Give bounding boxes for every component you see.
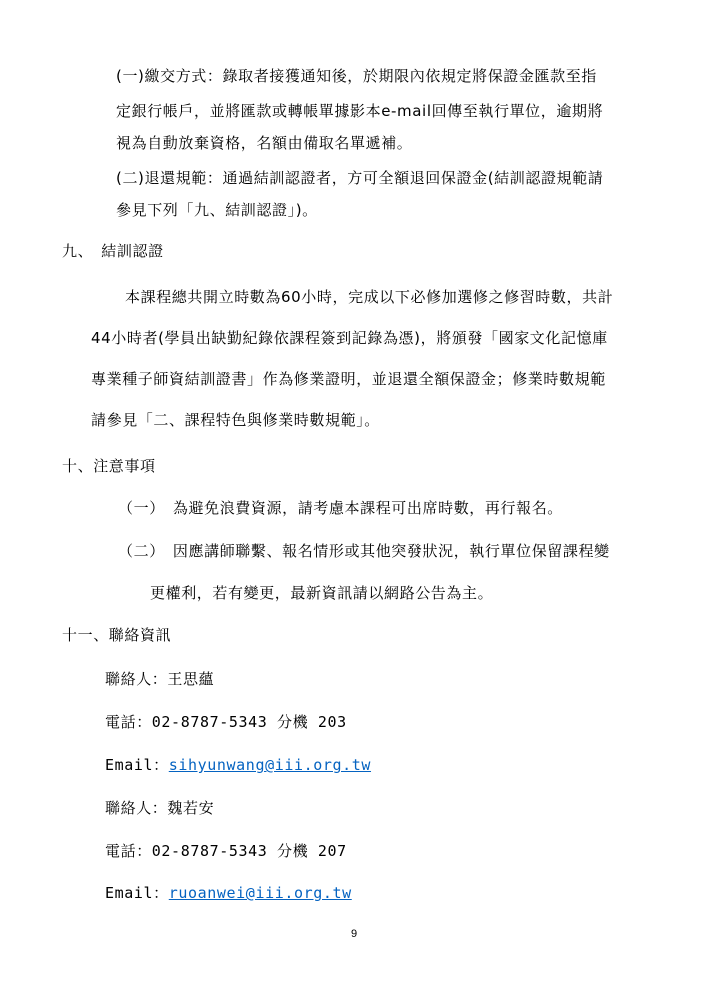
section-heading-notes: 十、注意事項 [62, 457, 156, 475]
note-item-2-line-2: 更權利，若有變更，最新資訊請以網路公告為主。 [150, 584, 494, 602]
payment-method-line-2: 定銀行帳戶，並將匯款或轉帳單據影本e-mail回傳至執行單位，逾期將 [116, 102, 604, 120]
page-number: 9 [350, 928, 358, 940]
contact-2-email-link[interactable]: ruoanwei@iii.org.tw [168, 884, 352, 902]
payment-method-line-3: 視為自動放棄資格，名額由備取名單遞補。 [116, 134, 413, 152]
contact-1-email-row [105, 755, 371, 775]
certification-paragraph-line-2: 44小時者(學員出缺勤紀錄依課程簽到記錄為憑)，將頒發「國家文化記憶庫 [91, 329, 608, 347]
note-item-1: （一） 為避免浪費資源，請考慮本課程可出席時數，再行報名。 [118, 499, 563, 517]
contact-1-name: 聯絡人：王思蘊 [105, 670, 215, 688]
contact-1-phone: 電話：02-8787-5343 分機 203 [105, 713, 347, 731]
contact-2-email-label: Email： [105, 884, 169, 902]
certification-paragraph-line-3: 專業種子師資結訓證書」作為修業證明，並退還全額保證金；修業時數規範 [91, 370, 606, 388]
contact-2-email-row [105, 883, 352, 903]
certification-paragraph-line-4: 請參見「二、課程特色與修業時數規範」。 [91, 411, 380, 429]
refund-rule-line-1: (二)退還規範：通過結訓認證者，方可全額退回保證金(結訓認證規範請 [116, 169, 604, 187]
contact-1-email-label: Email： [105, 756, 169, 774]
payment-method-line-1: (一)繳交方式：錄取者接獲通知後，於期限內依規定將保證金匯款至指 [116, 67, 597, 85]
contact-2-name: 聯絡人：魏若安 [105, 799, 215, 817]
certification-paragraph-line-1: 本課程總共開立時數為60小時，完成以下必修加選修之修習時數，共計 [125, 288, 614, 306]
contact-2-phone: 電話：02-8787-5343 分機 207 [105, 842, 347, 860]
section-heading-contact: 十一、聯絡資訊 [62, 626, 172, 644]
note-item-2-line-1: （二） 因應講師聯繫、報名情形或其他突發狀況，執行單位保留課程變 [118, 542, 610, 560]
refund-rule-line-2: 參見下列「九、結訓認證」)。 [116, 201, 318, 219]
section-heading-certification: 九、 結訓認證 [62, 242, 164, 260]
contact-1-email-link[interactable]: sihyunwang@iii.org.tw [168, 756, 372, 774]
